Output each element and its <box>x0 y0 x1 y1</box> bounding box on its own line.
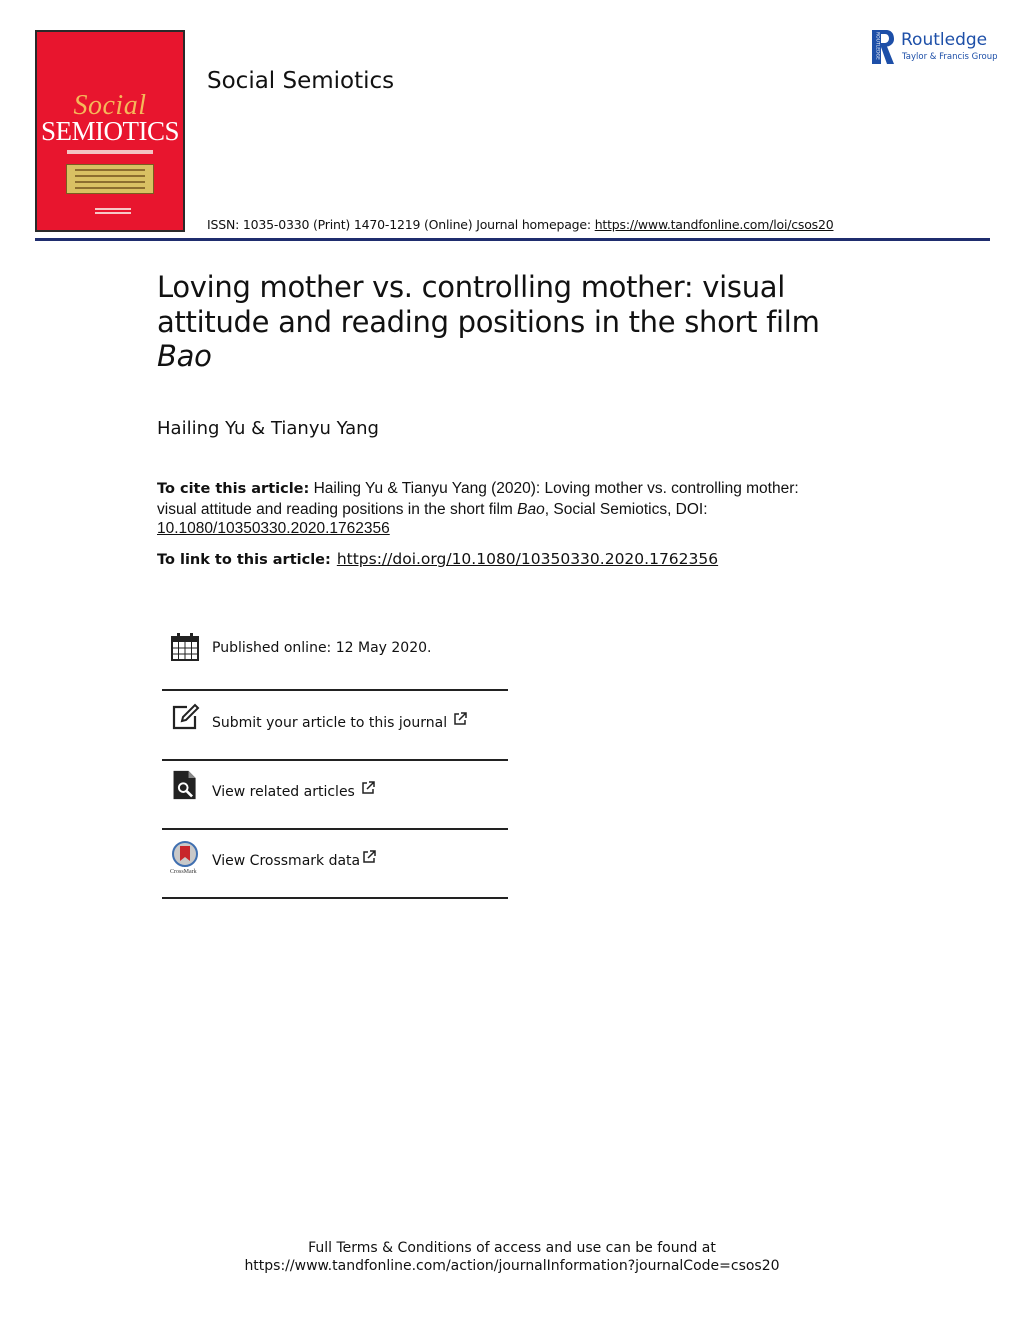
citation-text: Hailing Yu & Tianyu Yang (2020): Loving mother vs. controlling mother: visual attitude and reading positions in the short film <box>157 480 799 518</box>
calendar-icon <box>170 632 200 662</box>
related-articles-link[interactable]: View related articles <box>212 781 375 800</box>
citation-italic: Bao <box>517 500 545 518</box>
info-divider <box>162 689 508 691</box>
article-link-line <box>157 550 718 569</box>
footer-line-1: Full Terms & Conditions of access and use can be found at <box>308 1240 716 1256</box>
cover-title-semiotics: SEMIOTICS <box>40 116 179 146</box>
citation-label: To cite this article: <box>157 481 310 497</box>
routledge-mark-icon <box>872 30 894 64</box>
citation-block <box>157 479 817 539</box>
external-link-icon <box>362 850 376 864</box>
publisher-group: Taylor & Francis Group <box>902 52 998 62</box>
footer-terms <box>0 1239 1024 1275</box>
journal-title: Social Semiotics <box>207 68 395 94</box>
info-divider <box>162 828 508 830</box>
article-link-label: To link to this article: <box>157 552 331 568</box>
cover-strip <box>67 150 153 154</box>
cover-special-issue-box <box>66 164 154 194</box>
article-authors: Hailing Yu & Tianyu Yang <box>157 418 379 439</box>
citation-text-after: , Social Semiotics, DOI: <box>544 500 708 518</box>
search-document-icon <box>170 770 200 800</box>
cover-publisher-logo <box>95 208 131 216</box>
published-online-row <box>162 630 508 670</box>
crossmark-row[interactable] <box>162 838 508 883</box>
header-divider <box>35 238 990 241</box>
info-divider <box>162 897 508 899</box>
citation-doi-link[interactable]: 10.1080/10350330.2020.1762356 <box>157 520 390 537</box>
related-articles-row[interactable] <box>162 769 508 814</box>
article-title <box>157 270 857 374</box>
crossmark-caption: CrossMark <box>170 869 197 875</box>
external-link-icon <box>361 781 375 795</box>
edit-icon <box>170 702 200 732</box>
svg-text:ROUTLEDGE: ROUTLEDGE <box>874 32 880 60</box>
article-title-italic: Bao <box>157 339 212 373</box>
submit-article-link[interactable]: Submit your article to this journal <box>212 712 467 731</box>
external-link-icon <box>453 712 467 726</box>
issn-line <box>207 217 833 232</box>
cover-title-social: Social <box>73 90 147 121</box>
info-divider <box>162 759 508 761</box>
journal-homepage-link[interactable]: https://www.tandfonline.com/loi/csos20 <box>594 217 834 232</box>
routledge-logo <box>872 30 997 66</box>
publisher-name: Routledge <box>901 30 988 50</box>
article-title-main: Loving mother vs. controlling mother: visual attitude and reading positions in the short film <box>157 270 820 339</box>
published-online-text: Published online: 12 May 2020. <box>212 640 432 656</box>
footer-terms-link[interactable]: https://www.tandfonline.com/action/journalInformation?journalCode=csos20 <box>244 1258 780 1274</box>
journal-cover-image <box>35 30 185 232</box>
submit-article-row[interactable] <box>162 700 508 745</box>
crossmark-icon <box>170 841 200 871</box>
article-doi-link[interactable]: https://doi.org/10.1080/10350330.2020.1762356 <box>336 550 719 568</box>
issn-text: ISSN: 1035-0330 (Print) 1470-1219 (Online) Journal homepage: <box>207 217 595 232</box>
crossmark-link[interactable]: View Crossmark data <box>212 850 376 869</box>
